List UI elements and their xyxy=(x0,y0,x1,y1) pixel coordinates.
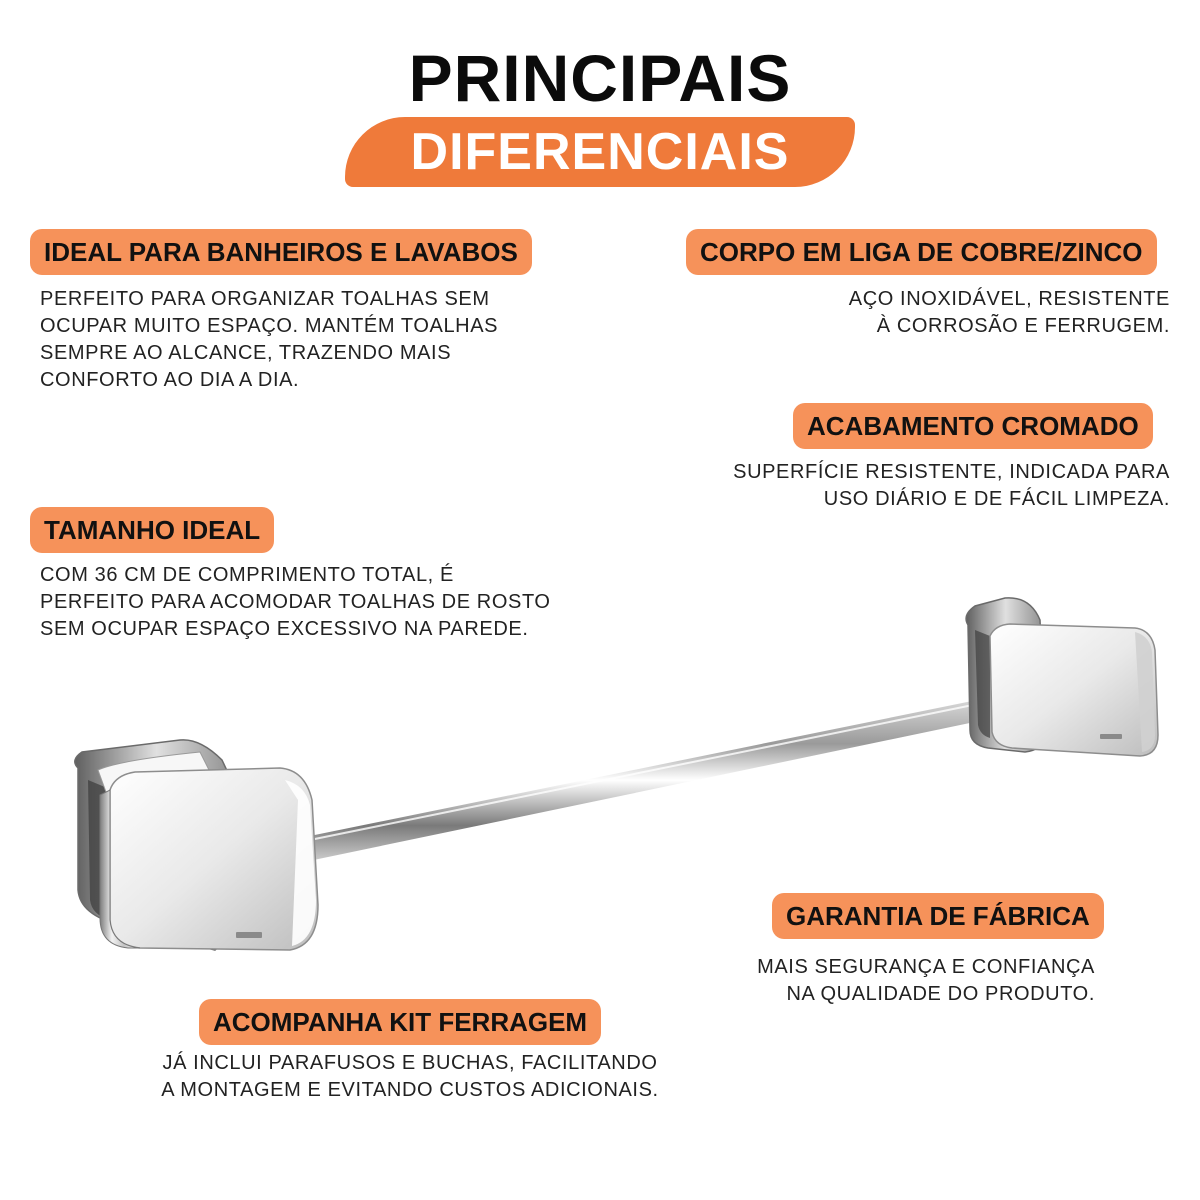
feature-acabamento-badge: ACABAMENTO CROMADO xyxy=(793,403,1153,449)
feature-ideal-badge: IDEAL PARA BANHEIROS E LAVABOS xyxy=(30,229,532,275)
feature-corpo-desc xyxy=(660,286,1170,340)
right-bracket xyxy=(966,598,1158,756)
feature-kit-desc xyxy=(110,1050,710,1104)
feature-garantia-line: NA QUALIDADE DO PRODUTO. xyxy=(786,983,1095,1005)
feature-acabamento-line: SUPERFÍCIE RESISTENTE, INDICADA PARA xyxy=(733,461,1170,483)
feature-acabamento-line: USO DIÁRIO E DE FÁCIL LIMPEZA. xyxy=(823,488,1170,510)
feature-tamanho-desc xyxy=(40,562,640,643)
feature-kit-badge: ACOMPANHA KIT FERRAGEM xyxy=(199,999,601,1045)
feature-ideal-line: OCUPAR MUITO ESPAÇO. MANTÉM TOALHAS xyxy=(40,315,499,337)
feature-corpo-line: AÇO INOXIDÁVEL, RESISTENTE xyxy=(848,288,1170,310)
feature-ideal-line: PERFEITO PARA ORGANIZAR TOALHAS SEM xyxy=(40,288,490,310)
feature-garantia-line: MAIS SEGURANÇA E CONFIANÇA xyxy=(757,956,1095,978)
feature-corpo-line: À CORROSÃO E FERRUGEM. xyxy=(876,315,1170,337)
feature-tamanho-badge: TAMANHO IDEAL xyxy=(30,507,274,553)
feature-ideal-line: CONFORTO AO DIA A DIA. xyxy=(40,369,300,391)
subtitle-text: DIFERENCIAIS xyxy=(410,123,790,181)
feature-acabamento-desc xyxy=(640,459,1170,513)
rod-shape xyxy=(300,680,1080,862)
feature-garantia-desc xyxy=(620,954,1095,1008)
left-bracket xyxy=(75,740,318,950)
feature-tamanho-line: SEM OCUPAR ESPAÇO EXCESSIVO NA PAREDE. xyxy=(40,618,529,640)
feature-kit-line: JÁ INCLUI PARAFUSOS E BUCHAS, FACILITANDO xyxy=(162,1052,658,1074)
feature-tamanho-line: PERFEITO PARA ACOMODAR TOALHAS DE ROSTO xyxy=(40,591,551,613)
feature-corpo-badge: CORPO EM LIGA DE COBRE/ZINCO xyxy=(686,229,1157,275)
feature-ideal-line: SEMPRE AO ALCANCE, TRAZENDO MAIS xyxy=(40,342,452,364)
feature-tamanho-line: COM 36 CM DE COMPRIMENTO TOTAL, É xyxy=(40,564,454,586)
feature-kit-line: A MONTAGEM E EVITANDO CUSTOS ADICIONAIS. xyxy=(161,1079,659,1101)
page-title: PRINCIPAIS xyxy=(408,41,792,115)
feature-garantia-badge: GARANTIA DE FÁBRICA xyxy=(772,893,1104,939)
feature-ideal-desc xyxy=(40,286,600,394)
subtitle-pill xyxy=(345,117,855,187)
